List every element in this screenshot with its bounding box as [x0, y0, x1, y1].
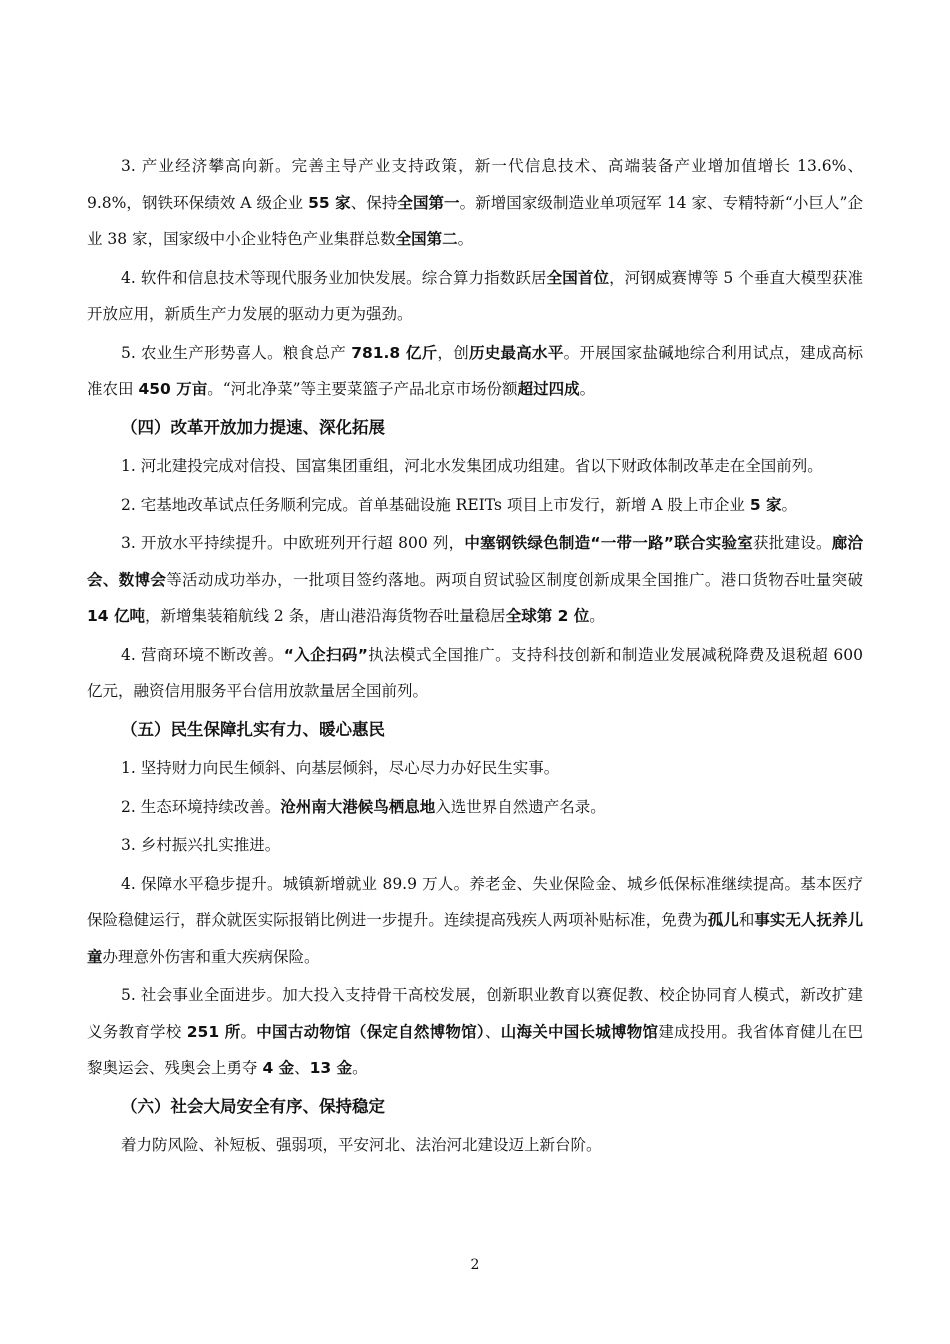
bold-highlight: 5 家 — [749, 495, 782, 514]
bold-highlight: 廊洽会、数博会 — [87, 534, 863, 589]
document-body — [87, 148, 863, 1166]
text-run: 。 — [781, 495, 798, 514]
text-run: 获批建设。 — [752, 534, 832, 552]
bold-highlight: 4 金 — [262, 1059, 295, 1077]
bold-highlight: 450 万亩 — [138, 380, 208, 398]
text-run: 、 — [294, 1059, 310, 1077]
body-paragraph — [87, 827, 863, 864]
bold-highlight: 251 所 — [186, 1022, 241, 1041]
text-run: 、保持 — [350, 193, 398, 212]
text-run: 。 — [589, 607, 605, 625]
text-run: 。 — [240, 1022, 257, 1041]
page-number: 2 — [470, 1257, 480, 1273]
text-run: 入选世界自然遗产名录。 — [435, 797, 606, 816]
text-run: 。新增国家级制造业单项冠军 14 家、专精特新“小巨人”企业 38 家，国家级中小企业特色产业集群总数 — [87, 193, 863, 248]
body-paragraph — [87, 260, 863, 333]
text-run: 3. 乡村振兴扎实推进。 — [121, 836, 281, 854]
body-paragraph — [87, 448, 863, 485]
bold-highlight: 55 家 — [308, 193, 351, 212]
bold-highlight: 14 亿吨 — [87, 607, 145, 625]
bold-highlight: 历史最高水平 — [468, 343, 564, 362]
bold-highlight: 全球第 2 位 — [505, 607, 590, 625]
body-paragraph — [87, 148, 863, 258]
body-paragraph — [87, 637, 863, 710]
body-paragraph — [87, 525, 863, 635]
bold-highlight: 孤儿 — [707, 911, 739, 929]
body-paragraph — [87, 1127, 863, 1164]
section-heading — [87, 410, 863, 447]
text-run: 执法模式全国推广。支持科技创新和制造业发展减税降费及退税超 600 亿元，融资信用服务平台信用放款量居全国前列。 — [87, 645, 863, 700]
body-paragraph — [87, 750, 863, 787]
text-run: 5. 社会事业全面进步。加大投入支持骨干高校发展，创新职业教育以赛促教、校企协同育人模式，新改扩建义务教育学校 — [87, 986, 863, 1041]
text-run: 。 — [352, 1059, 368, 1077]
text-run: 。 — [457, 230, 474, 248]
bold-highlight: 中国古动物馆（保定自然博物馆） — [256, 1022, 485, 1041]
bold-highlight: 超过四成 — [517, 380, 580, 398]
section-heading — [87, 712, 863, 749]
text-run: 2. 生态环境持续改善。 — [121, 797, 281, 816]
text-run: 4. 营商环境不断改善。 — [121, 645, 284, 664]
bold-highlight: 全国第一 — [397, 193, 460, 212]
text-run: （四）改革开放加力提速、深化拓展 — [121, 417, 385, 437]
bold-highlight: 781.8 亿斤 — [351, 343, 438, 362]
text-run: ，创 — [437, 343, 469, 362]
text-run: 5. 农业生产形势喜人。粮食总产 — [121, 343, 352, 362]
bold-highlight: “入企扫码” — [283, 645, 368, 664]
body-paragraph — [87, 866, 863, 976]
body-paragraph — [87, 789, 863, 826]
text-run: 、 — [484, 1022, 501, 1041]
bold-highlight: 全国第二 — [395, 230, 458, 248]
bold-highlight: 山海关中国长城博物馆 — [500, 1022, 659, 1041]
text-run: 4. 保障水平稳步提升。城镇新增就业 89.9 万人。养老金、失业保险金、城乡低保标准继续提高。基本医疗保险稳健运行，群众就医实际报销比例进一步提升。连续提高残疾人两项补贴标准，免费为 — [87, 874, 863, 929]
text-run: （五）民生保障扎实有力、暖心惠民 — [121, 719, 385, 739]
body-paragraph — [87, 977, 863, 1087]
text-run: 建成投用。我省体育健儿在巴黎奥运会、残奥会上勇夺 — [87, 1022, 863, 1077]
text-run: 3. 开放水平持续提升。中欧班列开行超 800 列， — [121, 534, 465, 552]
bold-highlight: 全国首位 — [546, 268, 610, 287]
text-run: 3. 产业经济攀高向新。完善主导产业支持政策，新一代信息技术、高端装备产业增加值增长 13.6%、9.8%，钢铁环保绩效 A 级企业 — [87, 157, 863, 212]
text-run: 4. 软件和信息技术等现代服务业加快发展。综合算力指数跃居 — [121, 268, 547, 287]
bold-highlight: 事实无人抚养儿童 — [87, 911, 863, 966]
text-run: 1. 坚持财力向民生倾斜、向基层倾斜，尽心尽力办好民生实事。 — [121, 759, 560, 777]
section-heading — [87, 1089, 863, 1126]
text-run: 。“河北净菜”等主要菜篮子产品北京市场份额 — [207, 380, 518, 398]
text-run: 着力防风险、补短板、强弱项，平安河北、法治河北建设迈上新台阶。 — [121, 1136, 602, 1154]
text-run: 。开展国家盐碱地综合利用试点，建成高标准农田 — [87, 343, 863, 398]
body-paragraph — [87, 335, 863, 408]
text-run: 2. 宅基地改革试点任务顺利完成。首单基础设施 REITs 项目上市发行，新增 A 股上市企业 — [121, 495, 750, 514]
text-run: 。 — [579, 380, 596, 398]
text-run: 等活动成功举办，一批项目签约落地。两项自贸试验区制度创新成果全国推广。港口货物吞吐量突破 — [166, 570, 863, 589]
text-run: （六）社会大局安全有序、保持稳定 — [121, 1096, 385, 1116]
bold-highlight: 沧州南大港候鸟栖息地 — [280, 797, 436, 816]
text-run: 办理意外伤害和重大疾病保险。 — [102, 947, 320, 966]
text-run: ，河钢威赛博等 5 个垂直大模型获准开放应用，新质生产力发展的驱动力更为强劲。 — [87, 268, 863, 323]
bold-highlight: 13 金 — [309, 1059, 353, 1077]
bold-highlight: 中塞钢铁绿色制造“一带一路”联合实验室 — [464, 534, 753, 552]
text-run: 1. 河北建投完成对信投、国富集团重组，河北水发集团成功组建。省以下财政体制改革走在全国前列。 — [121, 457, 823, 475]
text-run: ，新增集装箱航线 2 条，唐山港沿海货物吞吐量稳居 — [144, 607, 506, 625]
body-paragraph — [87, 487, 863, 524]
text-run: 和 — [738, 911, 755, 929]
